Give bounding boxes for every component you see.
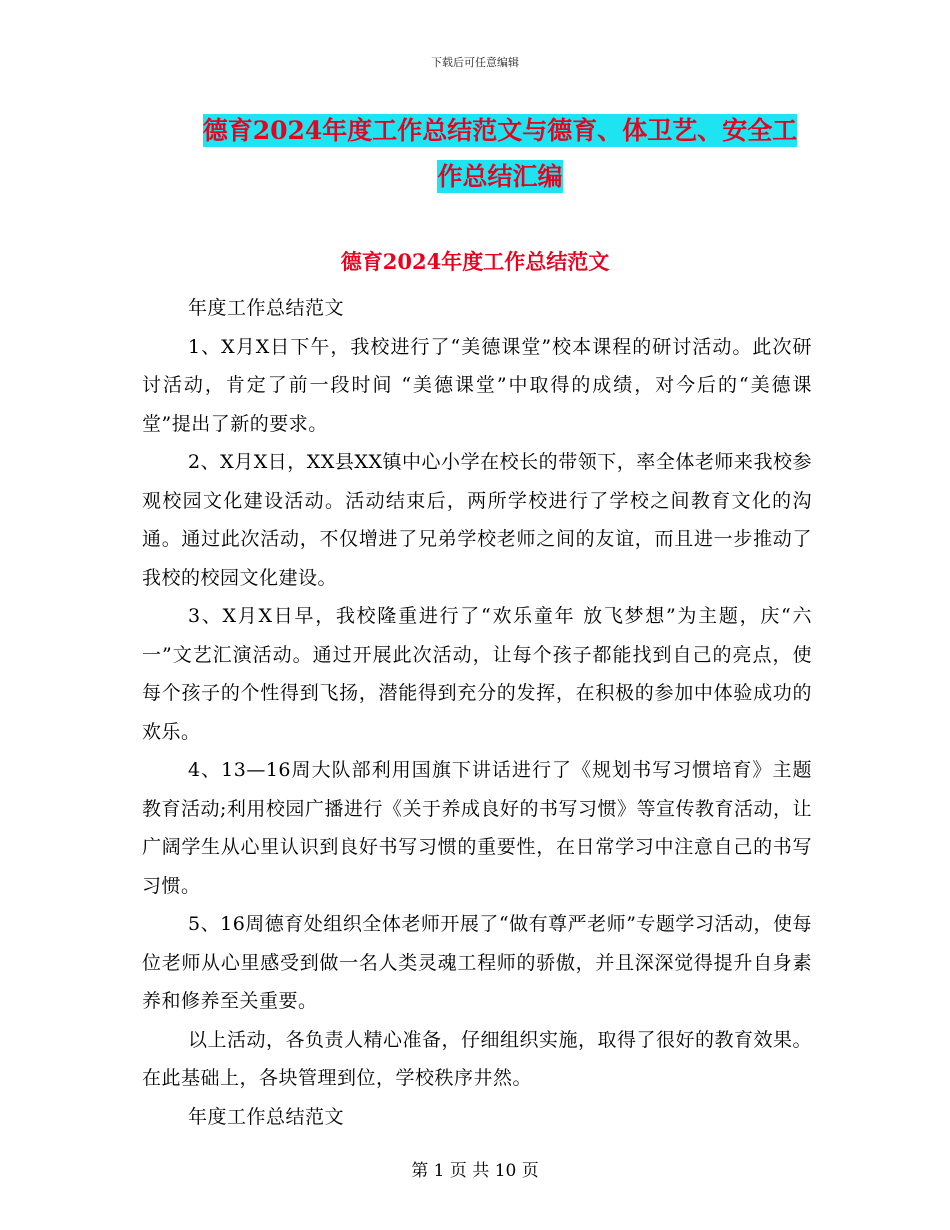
- page-footer: 第 1 页 共 10 页: [411, 1161, 539, 1181]
- paragraph: 年度工作总结范文: [188, 1105, 345, 1128]
- paragraph: 年度工作总结范文: [188, 297, 345, 319]
- paragraph: 3、X月X日早，我校隆重进行了“欢乐童年 放飞梦想”为主题，庆“六一”文艺汇演活动。通过开展此次活动，让每个孩子都能找到自己的亮点，使每个孩子的个性得到飞扬，潜能得到充分的发挥，在积极的参加中体验成功的欢乐。: [142, 605, 812, 743]
- document-title-line-2: 作总结汇编: [437, 162, 563, 191]
- body-text: [142, 289, 812, 1136]
- paragraph: 以上活动，各负责人精心准备，仔细组织实施，取得了很好的教育效果。在此基础上，各块管理到位，学校秩序井然。: [142, 1028, 813, 1089]
- paragraph: 5、16周德育处组织全体老师开展了“做有尊严老师”专题学习活动，使每位老师从心里感受到做一名人类灵魂工程师的骄傲，并且深深觉得提升自身素养和修养至关重要。: [142, 913, 812, 1012]
- paragraph: 2、X月X日，XX县XX镇中心小学在校长的带领下，率全体老师来我校参观校园文化建设活动。活动结束后，两所学校进行了学校之间教育文化的沟通。通过此次活动，不仅增进了兄弟学校老师之间的友谊，而且进一步推动了我校的校园文化建设。: [142, 451, 812, 589]
- header-note: 下载后可任意编辑: [431, 56, 519, 69]
- paragraph: 1、X月X日下午，我校进行了“美德课堂”校本课程的研讨活动。此次研讨活动，肯定了前一段时间 “美德课堂”中取得的成绩，对今后的“美德课堂”提出了新的要求。: [142, 335, 812, 435]
- document-title-line-1: 德育2024年度工作总结范文与德育、体卫艺、安全工: [202, 116, 798, 145]
- document-title: [120, 108, 880, 200]
- section-title: 德育2024年度工作总结范文: [340, 249, 610, 274]
- paragraph: 4、13—16周大队部利用国旗下讲话进行了《规划书写习惯培育》主题教育活动;利用校园广播进行《关于养成良好的书写习惯》等宣传教育活动，让广阔学生从心里认识到良好书写习惯的重要性，在日常学习中注意自己的书写习惯。: [142, 759, 812, 897]
